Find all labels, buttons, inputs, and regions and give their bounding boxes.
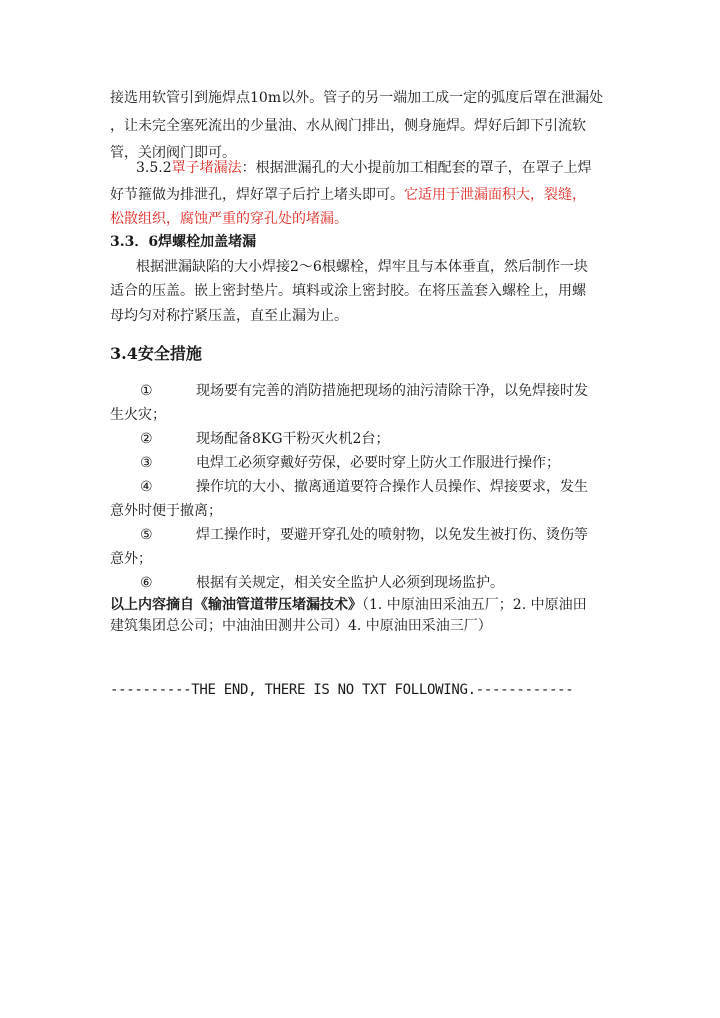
item-6-number: ⑥ <box>140 575 153 591</box>
section-352-line2-red: 它适用于泄漏面积大，裂缝， <box>404 187 586 203</box>
source-line1 <box>110 595 587 615</box>
item-4-number: ④ <box>140 479 153 495</box>
section-352-title: 罩子堵漏法 <box>171 160 242 176</box>
section-33-heading: 3.3．6焊螺栓加盖堵漏 <box>110 234 257 250</box>
item-2-number: ② <box>140 431 153 447</box>
section-352-line2 <box>110 185 586 205</box>
safety-item-5-cont: 意外； <box>110 551 152 567</box>
para1-line1: 接选用软管引到施焊点10m以外。管子的另一端加工成一定的弧度后罩在泄漏处 <box>110 90 604 106</box>
safety-item-3 <box>140 453 560 473</box>
safety-item-4 <box>140 477 588 497</box>
section-33-line1: 根据泄漏缺陷的大小焊接2～6根螺栓，焊牢且与本体垂直，然后制作一块 <box>136 259 588 275</box>
safety-item-4-cont: 意外时便于撤离； <box>110 503 222 519</box>
safety-item-1-cont: 生火灾； <box>110 407 166 423</box>
source-line1-rest: （1. 中原油田采油五厂；2. 中原油田 <box>362 597 587 613</box>
item-1-number: ① <box>140 383 153 399</box>
safety-item-2 <box>140 429 389 449</box>
section-352-line1 <box>136 158 592 178</box>
section-34-heading: 3.4安全措施 <box>110 344 202 363</box>
para1-line3: 管，关闭阀门即可。 <box>110 145 236 161</box>
source-line2: 建筑集团总公司；中油油田测井公司）4. 中原油田采油三厂） <box>110 618 492 634</box>
item-2-text: 现场配备8KG干粉灭火机2台； <box>196 431 390 447</box>
item-1-text: 现场要有完善的消防措施把现场的油污清除干净，以免焊接时发 <box>196 383 588 399</box>
safety-item-6 <box>140 573 504 593</box>
section-33-line3: 母均匀对称拧紧压盖，直至止漏为止。 <box>110 308 348 324</box>
item-5-number: ⑤ <box>140 527 153 543</box>
safety-item-5 <box>140 525 588 545</box>
section-352-text: 根据泄漏孔的大小提前加工相配套的罩子，在罩子上焊 <box>255 160 592 176</box>
section-352-line3: 松散组织，腐蚀严重的穿孔处的堵漏。 <box>110 211 348 227</box>
section-352-line2-text: 好节箍做为排泄孔，焊好罩子后拧上堵头即可。 <box>110 187 404 203</box>
item-6-text: 根据有关规定，相关安全监护人必须到现场监护。 <box>196 575 504 591</box>
section-33-line2: 适合的压盖。嵌上密封垫片。填料或涂上密封胶。在将压盖套入螺栓上，用螺 <box>110 283 586 299</box>
item-4-text: 操作坑的大小、撤离通道要符合操作人员操作、焊接要求，发生 <box>196 479 588 495</box>
section-352-number: 3.5.2 <box>136 160 172 176</box>
section-352-colon: ： <box>241 160 256 176</box>
end-line: ----------THE END, THERE IS NO TXT FOLLOWING.------------ <box>110 682 574 698</box>
para1-line2: ，让未完全塞死流出的少量油、水从阀门排出，侧身施焊。焊好后卸下引流软 <box>110 118 586 134</box>
item-3-number: ③ <box>140 455 153 471</box>
safety-item-1 <box>140 381 588 401</box>
source-title: 以上内容摘自《输油管道带压堵漏技术》 <box>110 597 362 613</box>
item-5-text: 焊工操作时，要避开穿孔处的喷射物，以免发生被打伤、烫伤等 <box>196 527 588 543</box>
item-3-text: 电焊工必须穿戴好劳保，必要时穿上防火工作服进行操作； <box>196 455 560 471</box>
